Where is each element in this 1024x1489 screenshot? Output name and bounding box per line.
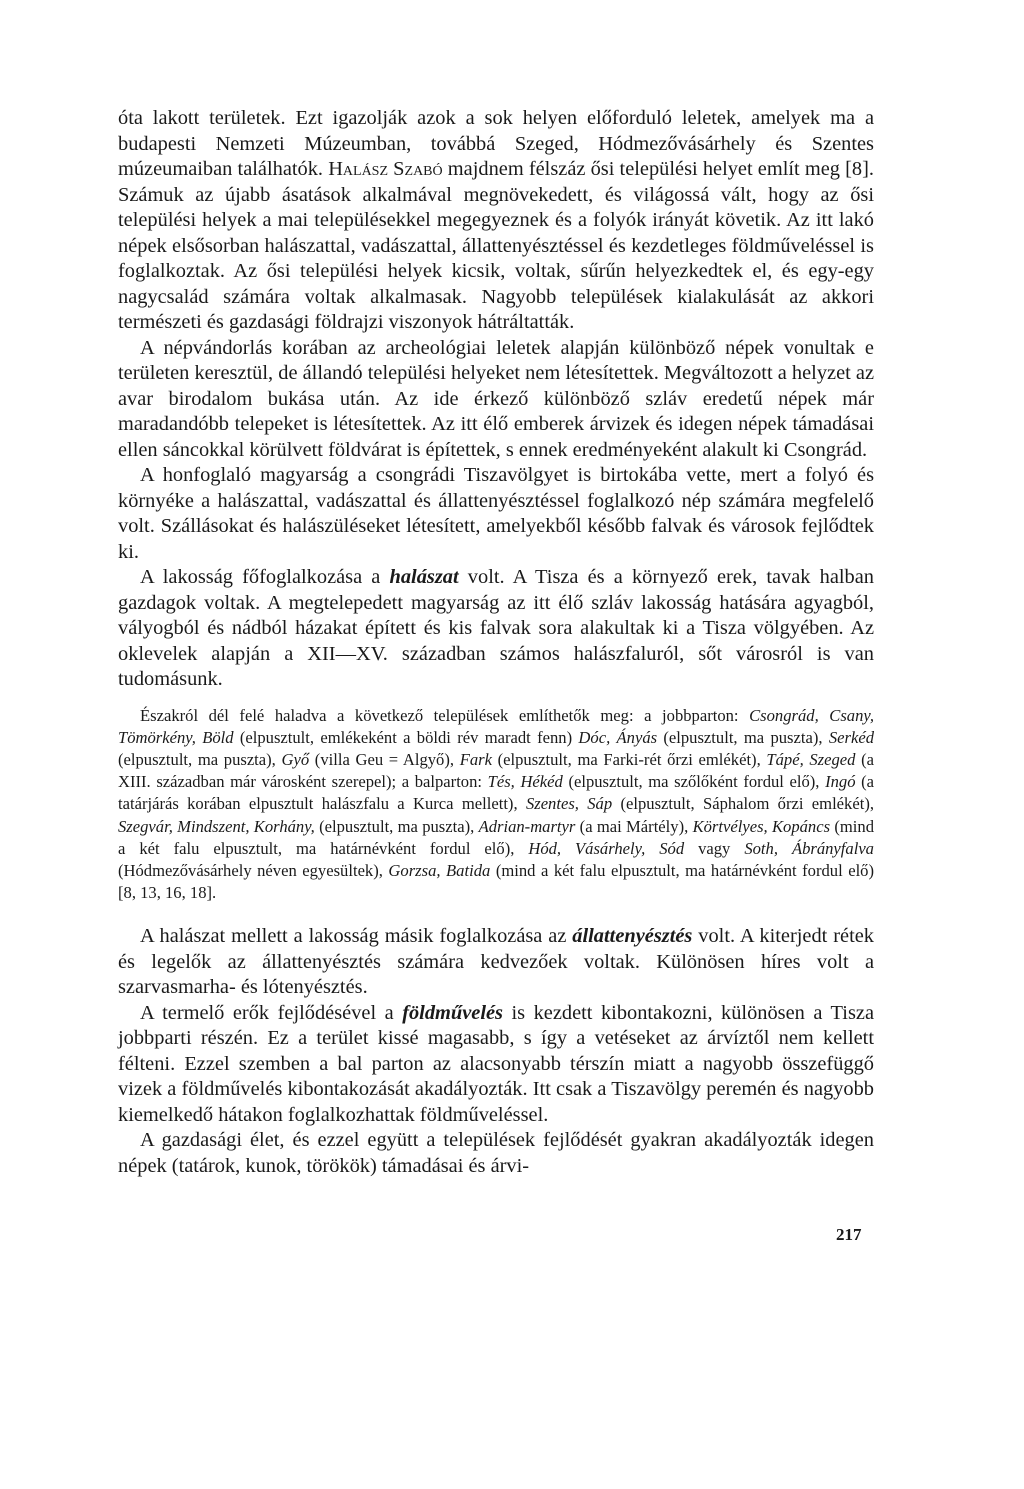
note-place: Hód, Vásárhely, Sód [528, 838, 685, 858]
note-part: (elpusztult, ma puszta), [314, 816, 479, 836]
note-place: Győ [281, 749, 310, 769]
note-place: Tés, Hékéd [487, 772, 563, 792]
p4-part-2: volt. A Tisza és a környező erek, tavak halban gazdagok voltak. A megtelepedett magyarság az itt élő szláv lakosság hatására agyagból, vályogból és nádból házakat épített és kis falvak sora alakultak ki a Tisza völgyében. Az oklevelek alapján a XII—XV. században számos halászfaluról, sőt városról is van tudomásunk. [118, 566, 874, 690]
p6-part-2: is kezdett kibontakozni, különösen a Tisza jobbparti részén. Ez a terület kissé magasabb, s így a vetéseket az árvíztől nem kellett félteni. Ezzel szemben a bal parton az alacsonyabb térszín miatt a nagyobb összefüggő vizek a földművelés kibontakozását akadályozták. Itt csak a Tiszavölgy peremén és nagyobb kiemelkedő hátakon foglalkozhattak földműveléssel. [118, 1001, 874, 1126]
paragraph-6 [118, 1001, 874, 1129]
p3-part-0: A honfoglaló magyarság a csongrádi Tiszavölgyet is birtokába vette, mert a folyó és környéke a halászattal, vadászattal és állattenyésztéssel foglalkozó nép számára megfelelő volt. Szállásokat és halászüléseket létesített, amelyekből később falvak és városok fejlődtek ki. [118, 464, 874, 563]
emphasis-foldmuveles: földművelés [402, 1001, 503, 1024]
paragraph-5 [118, 924, 874, 1001]
paragraph-7 [118, 1128, 874, 1179]
p1-part-0: óta lakott területek. Ezt igazolják azok a sok helyen előforduló leletek, amelyek ma a budapesti Nemzeti Múzeumban, továbbá Szeged, Hódmezővásárhely és Szentes múzeumaiban találhatók. [118, 107, 874, 180]
note-part: (elpusztult, ma puszta), [657, 727, 829, 747]
note-part: (elpusztult, emlékeként a böldi rév maradt fenn) [233, 727, 579, 747]
note-place: Serkéd [828, 727, 874, 747]
note-part: (elpusztult, ma Farki-rét őrzi emlékét), [491, 749, 767, 769]
note-part: Északról dél felé haladva a következő települések említhetők meg: a jobbparton: [140, 705, 750, 725]
paragraph-3 [118, 463, 874, 565]
p5-part-2: volt. A kiterjedt rétek és legelők az állattenyésztés számára kedvezőek voltak. Különösen híres volt a szarvasmarha- és lótenyésztés. [118, 925, 874, 999]
paragraph-4 [118, 565, 874, 693]
note-place: Csongrád, Csany, Tömörkény, Böld [118, 705, 874, 747]
emphasis-halaszat: halászat [389, 566, 459, 588]
note-place: Szentes, Sáp [525, 794, 613, 814]
author-name-halasz-szabo: Halász Szabó [328, 158, 443, 180]
note-part: vagy [684, 838, 745, 858]
note-part: (elpusztult, Sáphalom őrzi emlékét), [612, 794, 874, 814]
note-place: Adrian-martyr [478, 816, 576, 836]
note-part: (elpusztult, ma puszta), [118, 749, 282, 769]
main-text-bottom [118, 924, 874, 1179]
page-number: 217 [836, 1225, 862, 1244]
note-part: (mind a két falu elpusztult, ma határnévként fordul elő) [8, 13, 16, 18]. [118, 860, 874, 903]
note-place: Ingó [825, 772, 856, 792]
note-part: (Hódmezővásárhely néven egyesültek), [118, 860, 389, 880]
p4-part-0: A lakosság főfoglalkozása a [140, 566, 390, 588]
page-body [118, 106, 874, 1179]
note-part: (villa Geu = Algyő), [309, 749, 460, 769]
paragraph-2 [118, 336, 874, 464]
note-place: Fark [459, 749, 492, 769]
note-part: (mind a két falu elpusztult, ma határnévként fordul elő), [118, 816, 875, 858]
note-place: Soth, Ábrányfalva [744, 838, 874, 858]
note-part: (a mai Mártély), [575, 816, 693, 836]
emphasis-allattenyesztes: állattenyésztés [572, 925, 693, 948]
note-place: Gorzsa, Batida [388, 860, 491, 880]
p7-part-0: A gazdasági élet, és ezzel együtt a települések fejlődését gyakran akadályozták idegen népek (tatárok, kunok, törökök) támadásai és árvi- [118, 1129, 874, 1177]
main-text-top [118, 106, 874, 693]
note-place: Dóc, Ányás [578, 727, 658, 747]
note-part: (a tatárjárás korában elpusztult halászfalu a Kurca mellett), [118, 772, 875, 814]
p2-part-0: A népvándorlás korában az archeológiai leletek alapján különböző népek vonultak e területen keresztül, de állandó települési helyeket nem létesítettek. Megváltozott a helyzet az avar birodalom bukása után. Az ide érkező különböző szláv eredetű népek már maradandóbb telepeket is létesítettek. Az itt élő emberek árvizek és idegen népek támadásai ellen sáncokkal körülvett földvárat is építettek, s ennek eredményeként alakult ki Csongrád. [118, 336, 874, 461]
note-place: Körtvélyes, Kopáncs [692, 816, 831, 836]
note-part: (a XIII. században már városként szerepel); a balparton: [118, 749, 874, 792]
p6-part-0: A termelő erők fejlődésével a [140, 1001, 403, 1024]
paragraph-1 [118, 106, 874, 336]
note-place: Tápé, Szeged [766, 749, 856, 769]
p5-part-0: A halászat mellett a lakosság másik foglalkozása az [140, 925, 573, 948]
note-place: Szegvár, Mindszent, Korhány, [118, 816, 315, 836]
p1-part-2: majdnem félszáz ősi települési helyet említ meg [8]. Számuk az újabb ásatások alkalmával megnövekedett, és világossá vált, hogy az ősi települési helyek a mai településekkel megegyeznek és a folyók irányát követik. Az itt lakó népek elsősorban halászattal, vadászattal, állattenyésztéssel és kezdetleges földműveléssel is foglalkoztak. Az ősi települési helyek kicsik, voltak, sűrűn helyezkedtek el, és egy-egy nagycsalád számára voltak alkalmasak. Nagyobb települések kialakulását az akkori természeti és gazdasági földrajzi viszonyok hátráltatták. [118, 158, 874, 333]
settlement-note [118, 705, 874, 905]
note-part: (elpusztult, ma szőlőként fordul elő), [562, 772, 826, 792]
